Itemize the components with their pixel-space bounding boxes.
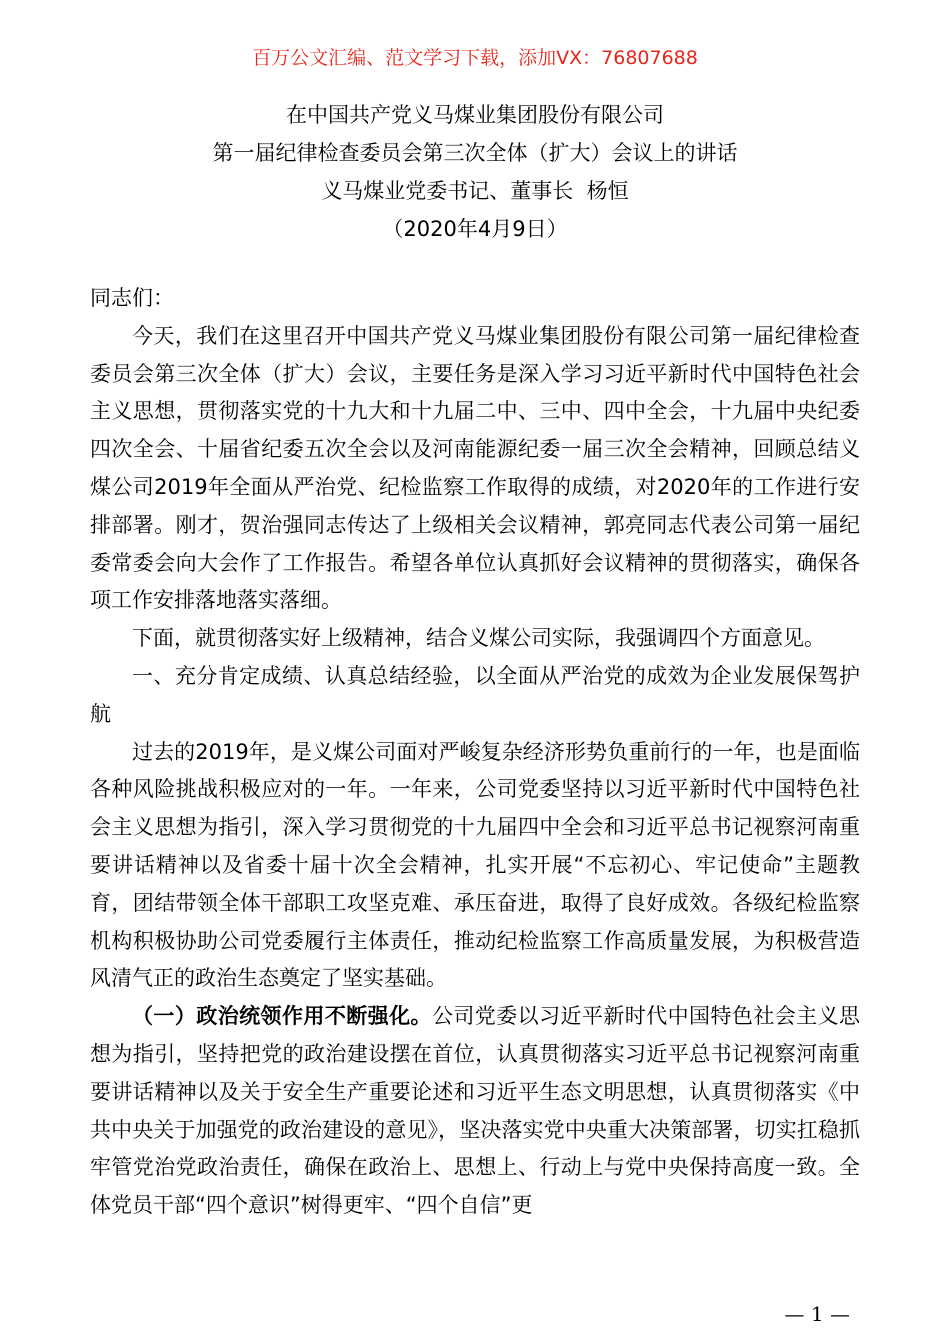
paragraph-review: 过去的2019年，是义煤公司面对严峻复杂经济形势负重前行的一年，也是面临各种风险挑战积极应对的一年。一年来，公司党委坚持以习近平新时代中国特色社会主义思想为指引，深入学习贯彻党的十九届四中全会和习近平总书记视察河南重要讲话精神以及省委十届十次全会精神，扎实开展“不忘初心、牢记使命”主题教育，团结带领全体干部职工攻坚克难、承压奋进，取得了良好成效。各级纪检监察机构积极协助公司党委履行主体责任，推动纪检监察工作高质量发展，为积极营造风清气正的政治生态奠定了坚实基础。	[90, 739, 860, 991]
document-body	[90, 280, 860, 1225]
paragraph-intro: 今天，我们在这里召开中国共产党义马煤业集团股份有限公司第一届纪律检查委员会第三次全体（扩大）会议，主要任务是深入学习习近平新时代中国特色社会主义思想，贯彻落实党的十九大和十九届二中、三中、四中全会，十九届中央纪委四次全会、十届省纪委五次全会以及河南能源纪委一届三次全会精神，回顾总结义煤公司2019年全面从严治党、纪检监察工作取得的成绩，对2020年的工作进行安排部署。刚才，贺治强同志传达了上级相关会议精神，郭亮同志代表公司第一届纪委常委会向大会作了工作报告。希望各单位认真抓好会议精神的贯彻落实，确保各项工作安排落地落实落细。	[90, 323, 860, 613]
speaker-line: 义马煤业党委书记、董事长 杨恒	[321, 179, 629, 203]
salutation: 同志们：	[90, 286, 174, 310]
subsection-lead: （一）政治统领作用不断强化。	[132, 1004, 432, 1029]
date-line: （2020年4月9日）	[382, 217, 568, 241]
document-title	[0, 96, 950, 248]
title-line-1: 在中国共产党义马煤业集团股份有限公司	[286, 103, 664, 127]
paragraph-transition: 下面，就贯彻落实好上级精神，结合义煤公司实际，我强调四个方面意见。	[132, 626, 825, 651]
subsection-text: 公司党委以习近平新时代中国特色社会主义思想为指引，坚持把党的政治建设摆在首位，认真贯彻落实习近平总书记视察河南重要讲话精神以及关于安全生产重要论述和习近平生态文明思想，认真贯彻落实《中共中央关于加强党的政治建设的意见》，坚决落实党中央重大决策部署，切实扛稳抓牢管党治党政治责任，确保在政治上、思想上、行动上与党中央保持高度一致。全体党员干部“四个意识”树得更牢、“四个自信”更	[90, 1004, 861, 1218]
page-number: — 1 —	[784, 1302, 850, 1326]
section-heading-1: 一、充分肯定成绩、认真总结经验，以全面从严治党的成效为企业发展保驾护航	[90, 663, 860, 726]
title-line-2: 第一届纪律检查委员会第三次全体（扩大）会议上的讲话	[212, 141, 738, 165]
paragraph-subsection-1	[90, 998, 860, 1225]
header-banner: 百万公文汇编、范文学习下载，添加VX：76807688	[252, 47, 698, 69]
